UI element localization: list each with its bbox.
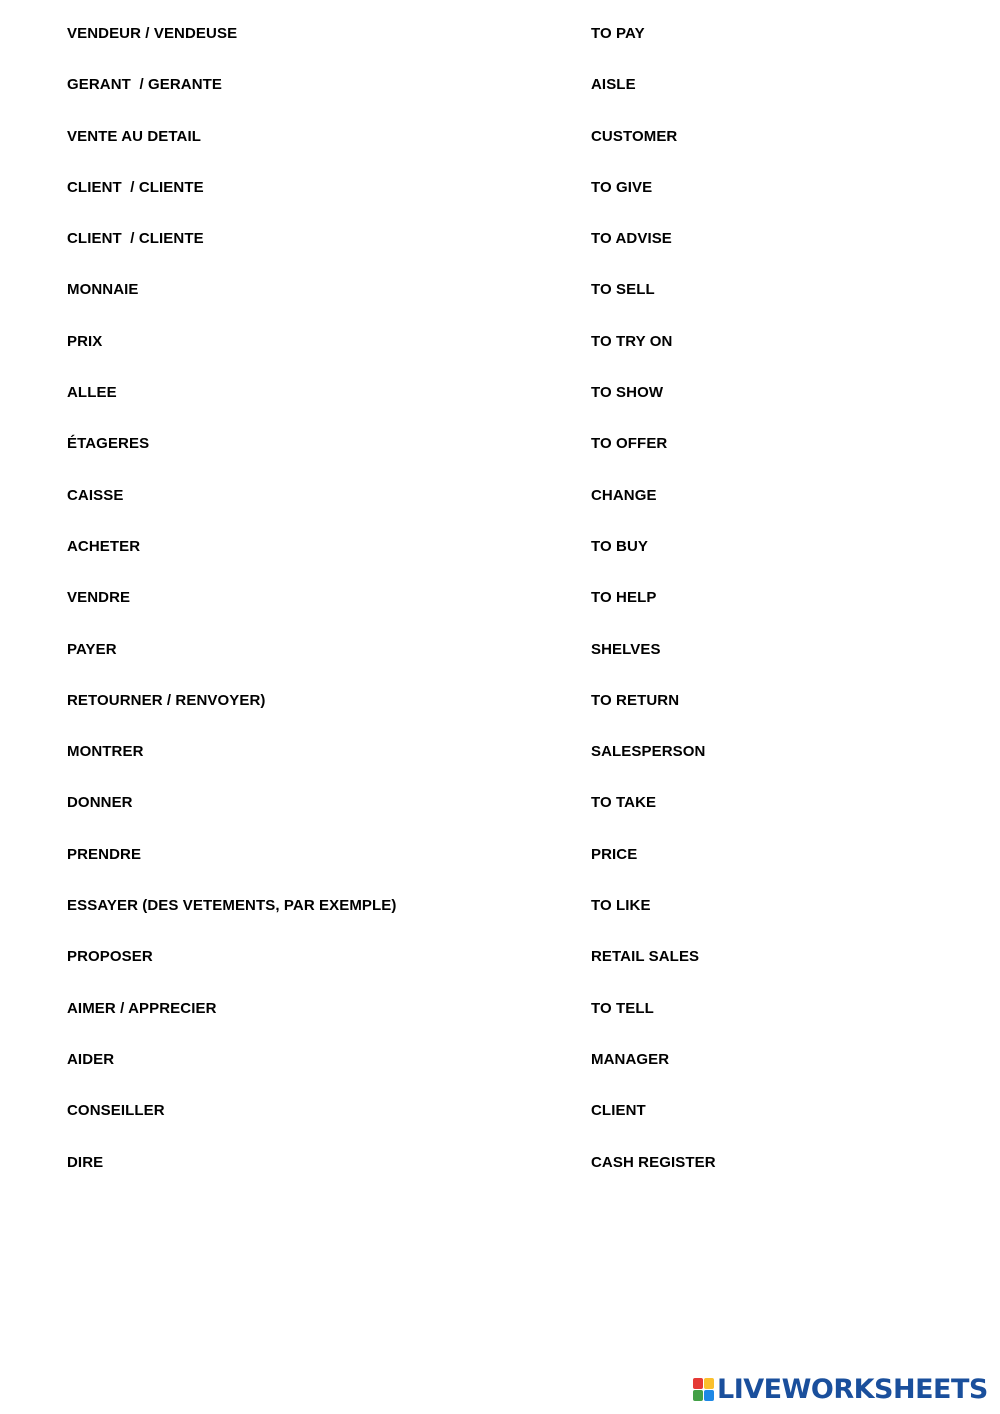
- logo-mark-icon: [693, 1378, 715, 1402]
- logo-text: LIVEWORKSHEETS: [717, 1374, 988, 1405]
- english-word: AISLE: [591, 76, 636, 94]
- french-word: MONTRER: [67, 743, 144, 761]
- french-word: ESSAYER (DES VETEMENTS, PAR EXEMPLE): [67, 897, 397, 915]
- french-word: ALLEE: [67, 384, 117, 402]
- english-word: CLIENT: [591, 1102, 646, 1120]
- english-word: TO LIKE: [591, 897, 651, 915]
- english-word: CUSTOMER: [591, 127, 678, 145]
- french-word: GERANT / GERANTE: [67, 76, 223, 94]
- french-word: AIMER / APPRECIER: [67, 999, 217, 1017]
- english-word: MANAGER: [591, 1050, 670, 1068]
- french-word: CLIENT / CLIENTE: [67, 178, 204, 196]
- french-word: DONNER: [67, 794, 133, 812]
- french-word: CONSEILLER: [67, 1102, 165, 1120]
- french-word: PRIX: [67, 332, 103, 350]
- english-word: TO TELL: [591, 999, 654, 1017]
- french-word: PRENDRE: [67, 845, 142, 863]
- english-word: CASH REGISTER: [591, 1153, 716, 1171]
- english-word: TO SELL: [591, 281, 655, 299]
- french-word: AIDER: [67, 1050, 115, 1068]
- liveworksheets-logo: [693, 1374, 988, 1406]
- french-word: ACHETER: [67, 537, 141, 555]
- english-word: TO RETURN: [591, 691, 680, 709]
- english-word: PRICE: [591, 845, 638, 863]
- english-word: TO PAY: [591, 25, 645, 42]
- french-word: RETOURNER / RENVOYER): [67, 691, 266, 709]
- french-word: MONNAIE: [67, 281, 139, 299]
- french-word: ÉTAGERES: [67, 435, 150, 453]
- french-word-list: [67, 24, 547, 1204]
- english-word: TO TAKE: [591, 794, 657, 812]
- english-word: TO OFFER: [591, 435, 668, 453]
- english-word: SHELVES: [591, 640, 661, 658]
- english-word: TO TRY ON: [591, 332, 673, 350]
- english-word: TO HELP: [591, 589, 657, 607]
- english-word: RETAIL SALES: [591, 948, 700, 966]
- french-word: PROPOSER: [67, 948, 153, 966]
- english-word: CHANGE: [591, 486, 657, 504]
- french-word: CLIENT / CLIENTE: [67, 230, 204, 248]
- french-word: CAISSE: [67, 486, 124, 504]
- french-word: PAYER: [67, 640, 117, 658]
- english-word: TO BUY: [591, 537, 648, 555]
- french-word: VENDRE: [67, 589, 131, 607]
- english-word: SALESPERSON: [591, 743, 706, 761]
- french-word: VENTE AU DETAIL: [67, 127, 202, 145]
- english-word: TO ADVISE: [591, 230, 672, 248]
- english-word: TO GIVE: [591, 178, 653, 196]
- french-word: VENDEUR / VENDEUSE: [67, 25, 238, 42]
- english-word: TO SHOW: [591, 384, 664, 402]
- french-word: DIRE: [67, 1153, 104, 1171]
- english-word-list: [591, 24, 971, 1204]
